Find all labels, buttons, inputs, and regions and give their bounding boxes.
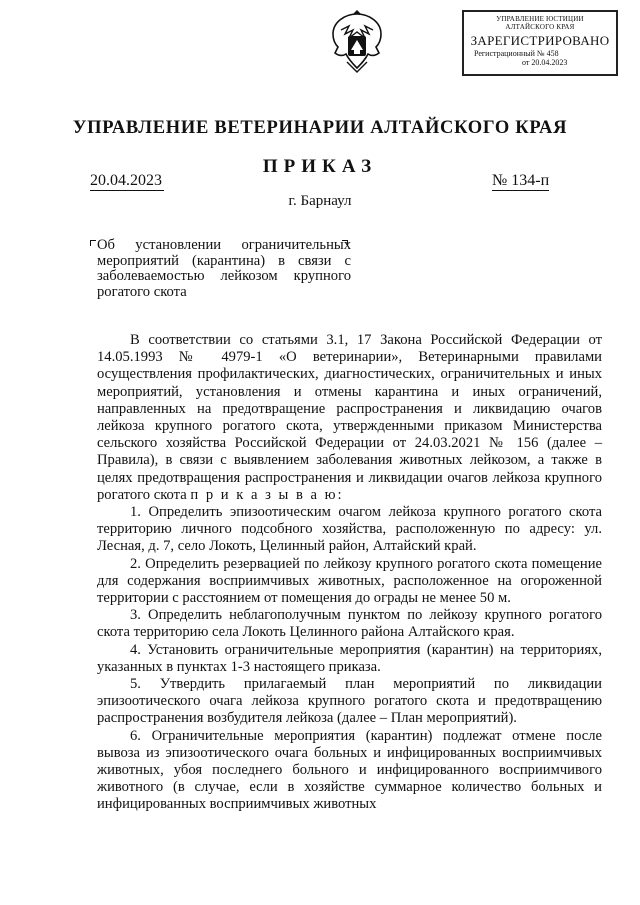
order-subject: Об установлении ограничительных мероприятий (карантина) в связи с заболеваемостью лейкозом крупного рогатого скота (97, 237, 351, 300)
coat-of-arms-icon (327, 10, 387, 74)
stamp-dept-line1: УПРАВЛЕНИЕ ЮСТИЦИИ (496, 15, 584, 23)
preamble-text: В соответствии со статьями 3.1, 17 Закона Российской Федерации от 14.05.1993 № 4979-1 «О ветеринарии», Ветеринарными правилами осуществления профилактических, диагностических, ограничительных и иных мероприятий, установления и отмены карантина и иных ограничений, направленных на предотвращение распространения и ликвидацию очагов лейкоза крупного рогатого скота, утвержденными приказом Министерства сельского хозяйства Российской Федерации от 24.03.2021 № 156 (далее – Правила), в связи с выявлением заболевания животных лейкозом, а также в целях предотвращения распространения и ликвидации очагов лейкоза крупного рогатого скота (97, 332, 602, 503)
stamp-status: ЗАРЕГИСТРИРОВАНО (470, 33, 610, 48)
organization-name: УПРАВЛЕНИЕ ВЕТЕРИНАРИИ АЛТАЙСКОГО КРАЯ (72, 118, 568, 138)
stamp-reg-number: Регистрационный № 458 (474, 49, 559, 58)
order-body (97, 332, 602, 814)
order-item-3: 3. Определить неблагополучным пунктом по лейкозу крупного рогатого скота территорию села Локоть Целинного района Алтайского края. (97, 607, 602, 641)
preamble-order-word: п р и к а з ы в а ю: (190, 486, 344, 503)
stamp-reg-date: от 20.04.2023 (522, 58, 568, 67)
registration-stamp (462, 10, 618, 76)
document-type: ПРИКАЗ (262, 156, 378, 177)
order-item-2: 2. Определить резервацией по лейкозу крупного рогатого скота помещение для содержания восприимчивых животных, расположенное на огороженной территории с расстоянием от помещения до ограды не менее 50 м. (97, 555, 602, 607)
stamp-dept-line2: АЛТАЙСКОГО КРАЯ (505, 23, 575, 31)
subject-bracket-left-icon (90, 240, 96, 246)
order-city: г. Барнаул (288, 193, 352, 209)
order-item-1: 1. Определить эпизоотическим очагом лейкоза крупного рогатого скота территорию личного подсобного хозяйства, расположенную по адресу: ул. Лесная, д. 7, село Локоть, Целинный район, Алтайский край. (97, 504, 602, 555)
order-date: 20.04.2023 (90, 172, 162, 189)
preamble-paragraph (97, 332, 602, 504)
order-item-5: 5. Утвердить прилагаемый план мероприятий по ликвидации эпизоотического очага лейкоза крупного рогатого скота и предотвращению распространения возбудителя лейкоза (далее – План мероприятий). (97, 676, 602, 727)
order-number: № 134-п (492, 172, 550, 189)
order-item-4: 4. Установить ограничительные мероприятия (карантин) на территориях, указанных в пунктах 1-3 настоящего приказа. (97, 641, 602, 675)
order-item-6: 6. Ограничительные мероприятия (карантин) подлежат отмене после вывоза из эпизоотического очага больных и инфицированных восприимчивых животных, убоя последнего больного и инфицированного восприимчивого животного (в случае, если в хозяйстве суммарное количество больных и инфицированных восприимчивых животных (97, 727, 602, 813)
